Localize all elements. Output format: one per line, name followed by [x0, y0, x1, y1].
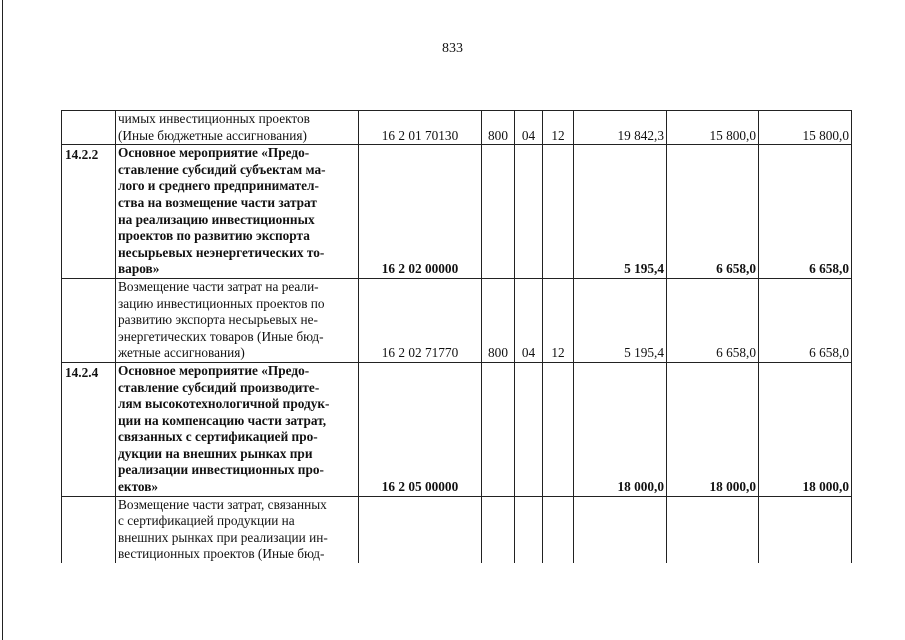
amount-year-1: 5 195,4	[574, 278, 667, 362]
page-number: 833	[442, 41, 463, 56]
section-code: 04	[515, 278, 543, 362]
expense-type-code	[482, 145, 515, 279]
item-name-line: Основное мероприятие «Предо-	[118, 362, 310, 378]
amount-year-2: 18 000,0	[667, 362, 759, 496]
amount-year-2	[667, 496, 759, 563]
item-number	[62, 278, 116, 362]
item-name	[116, 111, 359, 145]
subsection-code: 12	[543, 111, 574, 145]
section-code	[515, 496, 543, 563]
item-name-line: реализации инвестиционных про-	[118, 462, 324, 478]
target-article-code: 16 2 01 70130	[359, 111, 482, 145]
target-article-code: 16 2 05 00000	[359, 362, 482, 496]
subsection-code: 12	[543, 278, 574, 362]
item-name-line: варов»	[118, 261, 160, 277]
expense-type-code: 800	[482, 278, 515, 362]
item-name-line: чимых инвестиционных проектов	[118, 111, 310, 126]
amount-year-1	[574, 496, 667, 563]
item-number: 14.2.2	[62, 145, 116, 279]
amount-year-3: 15 800,0	[759, 111, 852, 145]
item-number	[62, 496, 116, 563]
amount-year-2: 15 800,0	[667, 111, 759, 145]
subsection-code	[543, 496, 574, 563]
amount-year-2: 6 658,0	[667, 278, 759, 362]
item-name-line: проектов по развитию экспорта	[118, 228, 310, 244]
expense-type-code	[482, 362, 515, 496]
item-name-line: связанных с сертификацией про-	[118, 429, 318, 445]
amount-year-3: 6 658,0	[759, 278, 852, 362]
target-article-code	[359, 496, 482, 563]
item-name-line: (Иные бюджетные ассигнования)	[118, 127, 307, 143]
item-name-line: ства на возмещение части затрат	[118, 194, 317, 210]
table-row	[62, 362, 852, 496]
item-name-line: Основное мероприятие «Предо-	[118, 145, 310, 161]
item-number: 14.2.4	[62, 362, 116, 496]
table-row	[62, 496, 852, 563]
item-name-line: ставление субсидий субъектам ма-	[118, 161, 326, 177]
subsection-code	[543, 362, 574, 496]
table-row	[62, 111, 852, 145]
subsection-code	[543, 145, 574, 279]
item-name	[116, 278, 359, 362]
item-name-line: несырьевых неэнергетических то-	[118, 244, 325, 260]
item-name-line: развитию экспорта несырьевых не-	[118, 312, 318, 328]
amount-year-3: 6 658,0	[759, 145, 852, 279]
target-article-code: 16 2 02 71770	[359, 278, 482, 362]
expense-type-code: 800	[482, 111, 515, 145]
item-name-line: зацию инвестиционных проектов по	[118, 295, 325, 311]
item-name	[116, 362, 359, 496]
scan-left-edge	[2, 0, 3, 640]
item-name-line: с сертификацией продукции на	[118, 513, 295, 529]
budget-table	[61, 110, 852, 563]
item-name-line: ставление субсидий производите-	[118, 379, 320, 395]
amount-year-3: 18 000,0	[759, 362, 852, 496]
section-code	[515, 362, 543, 496]
table-row	[62, 278, 852, 362]
amount-year-1: 19 842,3	[574, 111, 667, 145]
item-name	[116, 496, 359, 563]
item-name-line: внешних рынках при реализации ин-	[118, 529, 328, 545]
amount-year-2: 6 658,0	[667, 145, 759, 279]
item-name-line: Возмещение части затрат на реали-	[118, 278, 319, 294]
item-name-line: энергетических товаров (Иные бюд-	[118, 328, 324, 344]
target-article-code: 16 2 02 00000	[359, 145, 482, 279]
table-row	[62, 145, 852, 279]
item-name-line: ции на компенсацию части затрат,	[118, 412, 327, 428]
amount-year-1: 5 195,4	[574, 145, 667, 279]
section-code: 04	[515, 111, 543, 145]
item-name-line: вестиционных проектов (Иные бюд-	[118, 546, 325, 562]
item-name-line: Возмещение части затрат, связанных	[118, 496, 327, 512]
expense-type-code	[482, 496, 515, 563]
item-name-line: жетные ассигнования)	[118, 345, 245, 361]
item-name-line: дукции на внешних рынках при	[118, 445, 313, 461]
amount-year-3	[759, 496, 852, 563]
item-name-line: на реализацию инвестиционных	[118, 211, 315, 227]
item-name-line: ектов»	[118, 479, 159, 495]
item-name-line: лям высокотехнологичной продук-	[118, 396, 330, 412]
item-name	[116, 145, 359, 279]
item-number	[62, 111, 116, 145]
item-name-line: лого и среднего предпринимател-	[118, 178, 319, 194]
section-code	[515, 145, 543, 279]
amount-year-1: 18 000,0	[574, 362, 667, 496]
